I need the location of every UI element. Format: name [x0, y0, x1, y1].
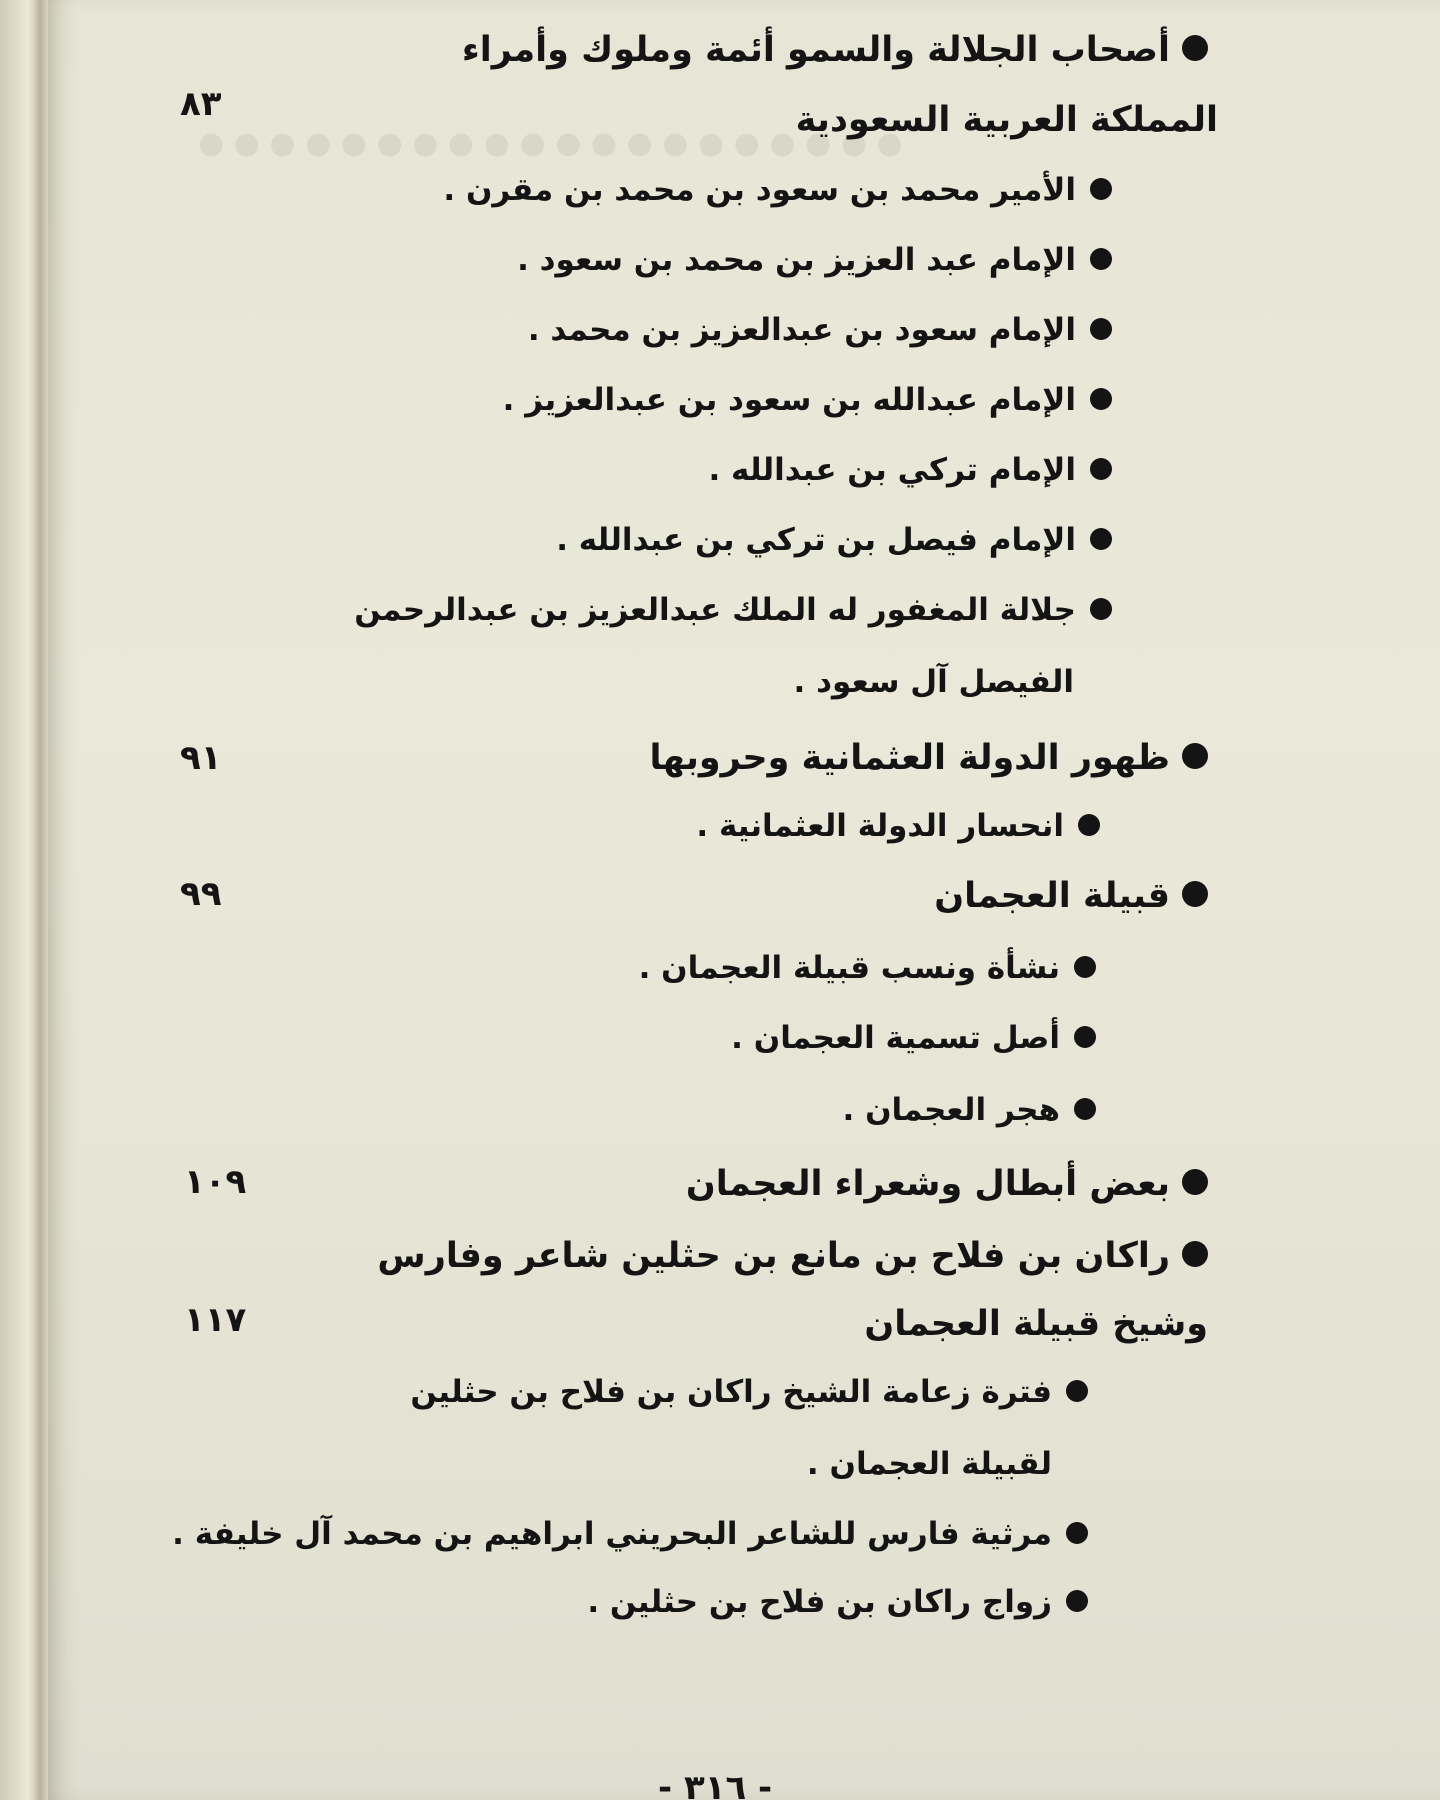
toc-entry-sub — [843, 1092, 1096, 1128]
toc-entry-main-continuation — [864, 1304, 1208, 1344]
toc-entry-main — [686, 1164, 1208, 1204]
toc-entry-title: جلالة المغفور له الملك عبدالعزيز بن عبدالرحمن — [354, 592, 1076, 628]
bullet-icon — [1090, 528, 1112, 550]
bullet-icon — [1090, 598, 1112, 620]
bullet-icon — [1090, 248, 1112, 270]
toc-entry-title: الفيصل آل سعود . — [793, 664, 1074, 700]
bullet-icon — [1066, 1380, 1088, 1402]
book-page — [48, 0, 1440, 1800]
toc-entry-title: زواج راكان بن فلاح بن حثلين . — [587, 1584, 1052, 1620]
toc-entry-sub — [528, 312, 1112, 348]
bullet-icon — [1078, 814, 1100, 836]
bullet-icon — [1182, 1241, 1208, 1267]
bullet-icon — [1090, 318, 1112, 340]
toc-entry-title: نشأة ونسب قبيلة العجمان . — [638, 950, 1060, 986]
toc-entry-title: قبيلة العجمان — [934, 876, 1170, 916]
page-number: ١٠٩ — [184, 1162, 247, 1202]
bullet-icon — [1074, 1026, 1096, 1048]
page-footer-number: - ٣١٦ - — [658, 1768, 773, 1800]
toc-entry-sub — [587, 1584, 1088, 1620]
toc-entry-sub — [410, 1374, 1088, 1410]
toc-entry-sub — [517, 242, 1112, 278]
toc-entry-sub — [354, 592, 1112, 628]
toc-entry-sub-continuation — [807, 1446, 1052, 1482]
toc-entry-title: المملكة العربية السعودية — [795, 100, 1218, 140]
toc-entry-sub — [556, 522, 1112, 558]
toc-entry-sub — [443, 172, 1112, 208]
toc-entry-sub — [639, 950, 1096, 986]
toc-entry-title: الإمام عبد العزيز بن محمد بن سعود . — [517, 242, 1076, 278]
toc-entry-title: لقبيلة العجمان . — [806, 1446, 1052, 1482]
toc-entry-main — [377, 1236, 1208, 1276]
toc-entry-title: الإمام عبدالله بن سعود بن عبدالعزيز . — [502, 382, 1076, 418]
page-number: ٨٣ — [180, 84, 222, 124]
page-number: ٩٩ — [180, 874, 222, 914]
page-number: ٩١ — [180, 738, 222, 778]
bullet-icon — [1090, 178, 1112, 200]
toc-entry-sub — [708, 452, 1112, 488]
bullet-icon — [1066, 1590, 1088, 1612]
toc-entry-title: انحسار الدولة العثمانية . — [696, 808, 1064, 844]
toc-entry-title: الأمير محمد بن سعود بن محمد بن مقرن . — [443, 172, 1076, 208]
toc-entry-sub — [172, 1516, 1088, 1552]
toc-entry-title: وشيخ قبيلة العجمان — [864, 1304, 1208, 1344]
bullet-icon — [1182, 1169, 1208, 1195]
toc-entry-sub — [503, 382, 1112, 418]
toc-entry-main — [934, 876, 1208, 916]
toc-entry-title: ظهور الدولة العثمانية وحروبها — [649, 738, 1170, 778]
bullet-icon — [1074, 1098, 1096, 1120]
bullet-icon — [1182, 881, 1208, 907]
toc-entry-title: بعض أبطال وشعراء العجمان — [685, 1164, 1170, 1204]
toc-entry-title: فترة زعامة الشيخ راكان بن فلاح بن حثلين — [410, 1374, 1052, 1410]
toc-entry-sub-continuation — [794, 664, 1074, 700]
toc-entry-main — [462, 30, 1208, 70]
toc-entry-title: الإمام فيصل بن تركي بن عبدالله . — [556, 522, 1076, 558]
toc-entry-title: الإمام سعود بن عبدالعزيز بن محمد . — [527, 312, 1076, 348]
toc-entry-title: أصل تسمية العجمان . — [731, 1020, 1060, 1056]
toc-entry-title: أصحاب الجلالة والسمو أئمة وملوك وأمراء — [461, 30, 1170, 70]
table-of-contents — [48, 0, 1440, 1800]
bullet-icon — [1090, 388, 1112, 410]
page-number: ١١٧ — [184, 1300, 247, 1340]
toc-entry-sub — [696, 808, 1100, 844]
bullet-icon — [1074, 956, 1096, 978]
bullet-icon — [1182, 743, 1208, 769]
toc-entry-title: راكان بن فلاح بن مانع بن حثلين شاعر وفارس — [377, 1236, 1170, 1276]
toc-entry-title: مرثية فارس للشاعر البحريني ابراهيم بن محمد آل خليفة . — [172, 1516, 1052, 1552]
toc-entry-main — [649, 738, 1208, 778]
toc-entry-title: الإمام تركي بن عبدالله . — [708, 452, 1076, 488]
bullet-icon — [1090, 458, 1112, 480]
toc-entry-main-continuation — [796, 100, 1218, 140]
bullet-icon — [1066, 1522, 1088, 1544]
toc-entry-sub — [731, 1020, 1096, 1056]
show-through-text: ● ● ● ● ● ● ● ● ● ● ● ● ● ● ● ● ● ● ● ● — [198, 126, 903, 161]
bullet-icon — [1182, 35, 1208, 61]
toc-entry-title: هجر العجمان . — [842, 1092, 1060, 1128]
